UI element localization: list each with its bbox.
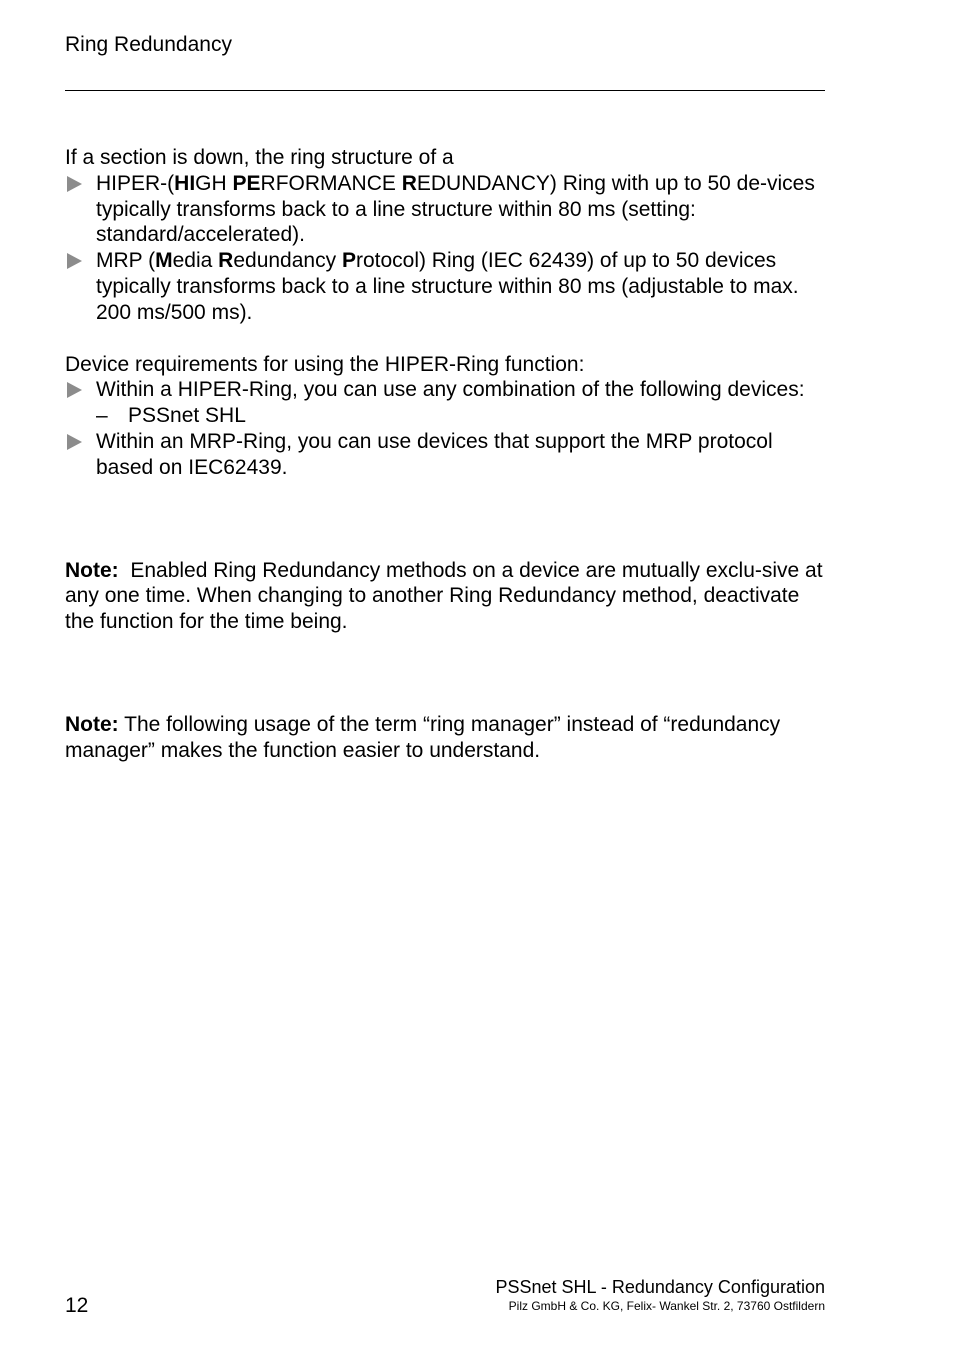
hiper-text-e: RFORMANCE <box>260 171 402 195</box>
page-number: 12 <box>65 1294 89 1317</box>
mrp-text-d: R <box>218 249 234 273</box>
page-content <box>65 145 827 764</box>
bullet-arrow-icon <box>67 176 82 192</box>
note-text: Enabled Ring Redundancy methods on a device are mutually exclu-sive at any one time. When changing to another Ring Redundancy method, deactivate the function for the time being. <box>65 558 823 634</box>
list-item-mrp-ring <box>65 248 827 325</box>
note-ring-manager <box>65 712 827 764</box>
sub-item-text: PSSnet SHL <box>128 404 246 428</box>
hiper-text-c: GH <box>195 171 233 195</box>
mrp-text-f: P <box>341 249 356 273</box>
hiper-devices-text: Within a HIPER-Ring, you can use any combination of the following devices: <box>96 378 805 402</box>
requirements-intro: Device requirements for using the HIPER-Ring function: <box>65 352 585 376</box>
hiper-text-d: PE <box>232 171 261 195</box>
note-text: The following usage of the term “ring manager” instead of “redundancy manager” makes the function easier to understand. <box>65 712 781 762</box>
intro-paragraph: If a section is down, the ring structure of a <box>65 146 454 169</box>
requirements-list <box>65 377 827 480</box>
header-rule <box>65 90 825 91</box>
list-item-mrp-devices <box>65 429 827 481</box>
note-label: Note: <box>65 712 119 736</box>
dash-marker: – <box>96 404 108 428</box>
footer-company-address: Pilz GmbH & Co. KG, Felix- Wankel Str. 2, 73760 Ostfildern <box>508 1299 825 1313</box>
list-item-hiper-devices <box>65 377 827 429</box>
mrp-text-g: rotocol) Ring (IEC 62439) of up to 50 devices typically transforms back to a line structure within 80 ms (adjustable to max. 200 ms/500 ms). <box>96 249 799 324</box>
mrp-text-a: MRP ( <box>96 249 156 273</box>
hiper-text-b: HI <box>174 171 196 195</box>
spacer <box>65 326 827 352</box>
page-header-title: Ring Redundancy <box>65 33 232 56</box>
bullet-arrow-icon <box>67 434 82 450</box>
bullet-arrow-icon <box>67 382 82 398</box>
spacer <box>65 635 827 712</box>
sub-list-item-pssnet <box>96 403 827 429</box>
ring-types-list <box>65 171 827 326</box>
note-exclusive-methods <box>65 558 827 635</box>
spacer <box>65 481 827 558</box>
mrp-text-c: edia <box>172 249 219 273</box>
list-item-hiper-ring <box>65 171 827 248</box>
bullet-arrow-icon <box>67 253 82 269</box>
mrp-devices-text: Within an MRP-Ring, you can use devices that support the MRP protocol based on IEC62439. <box>96 429 773 479</box>
hiper-text-a: HIPER-( <box>96 171 175 195</box>
mrp-text-e: edundancy <box>233 249 342 273</box>
hiper-text-f: R <box>401 171 417 195</box>
mrp-text-b: M <box>155 249 173 273</box>
note-label: Note: <box>65 558 119 582</box>
footer-document-title: PSSnet SHL - Redundancy Configuration <box>495 1277 825 1297</box>
hiper-text-g: EDUNDANCY) Ring with up to 50 de-vices typically transforms back to a line structure within 80 ms (setting: standard/accelerated). <box>96 171 815 247</box>
